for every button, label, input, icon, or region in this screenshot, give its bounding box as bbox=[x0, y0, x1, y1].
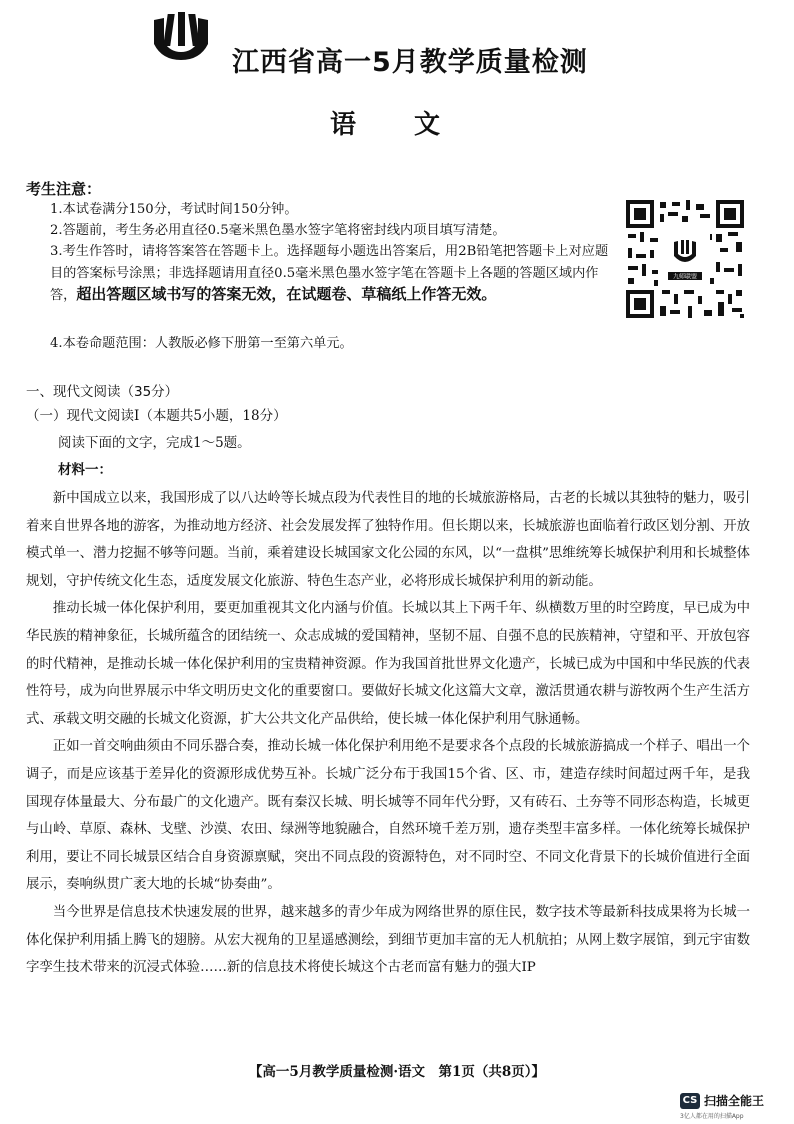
paragraph: 新中国成立以来，我国形成了以八达岭等长城点段为代表性目的地的长城旅游格局，古老的长城以其独特的魅力，吸引着来自世界各地的游客，为推动地方经济、社会发展发挥了独特作用。但长期以来，长城旅游也面临着行政区划分割、开放模式单一、潜力挖掘不够等问题。当前，乘着建设长城国家文化公园的东风，以“一盘棋”思维统筹长城保护利用和长城整体规划，守护传统文化生态，适度发展文化旅游、特色生态产业，必将形成长城保护利用的新动能。 bbox=[26, 491, 750, 589]
exam-title: 江西省高一5月教学质量检测 bbox=[232, 47, 588, 78]
passage-body bbox=[26, 485, 750, 982]
notice-item-4: 4.本卷命题范围：人教版必修下册第一至第六单元。 bbox=[50, 336, 353, 351]
material-label: 材料一： bbox=[58, 462, 112, 478]
notice-item-1: 1.本试卷满分150分，考试时间150分钟。 bbox=[50, 202, 298, 217]
paragraph: 推动长城一体化保护利用，要更加重视其文化内涵与价值。长城以其上下两千年、纵横数万里的时空跨度，早已成为中华民族的精神象征，长城所蕴含的团结统一、众志成城的爱国精神，坚韧不屈、自强不息的民族精神，守望和平、开放包容的时代精神，是推动长城一体化保护利用的宝贵精神资源。作为我国首批世界文化遗产，长城已成为中国和中华民族的代表性符号，成为向世界展示中华文明历史文化的重要窗口。要做好长城文化这篇大文章，激活贯通农耕与游牧两个生产生活方式、承载文明交融的长城文化资源，扩大公共文化产品供给，使长城一体化保护利用气脉通畅。 bbox=[26, 601, 750, 727]
notice-item-3-text: 3.考生作答时，请将答案答在答题卡上。选择题每小题选出答案后，用2B铅笔把答题卡上对应题目的答案标号涂黑；非选择题请用直径0.5毫米黑色墨水签字笔在答题卡上各题的答题区域内作答， bbox=[50, 244, 609, 303]
qr-brand-text: 九师联盟 bbox=[672, 273, 698, 281]
reading-instruction: 阅读下面的文字，完成1～5题。 bbox=[58, 435, 251, 451]
publisher-logo-icon bbox=[150, 12, 212, 62]
scanner-tagline: 3亿人都在用的扫描App bbox=[680, 1113, 744, 1120]
page-footer: 【高一5月教学质量检测·语文 第1页（共8页）】 bbox=[248, 1064, 546, 1080]
section-subtitle: （一）现代文阅读Ⅰ（本题共5小题，18分） bbox=[26, 408, 287, 424]
notice-item-3-emphasis: 超出答题区域书写的答案无效，在试题卷、草稿纸上作答无效。 bbox=[76, 285, 497, 303]
subject-title: 语文 bbox=[330, 110, 499, 140]
scanner-watermark bbox=[680, 1090, 784, 1120]
qr-code-icon bbox=[624, 198, 746, 320]
section-title: 一、现代文阅读（35分） bbox=[26, 384, 179, 400]
paragraph: 当今世界是信息技术快速发展的世界，越来越多的青少年成为网络世界的原住民，数字技术等最新科技成果将为长城一体化保护利用插上腾飞的翅膀。从宏大视角的卫星遥感测绘，到细节更加丰富的无人机航拍；从网上数字展馆，到元宇宙数字孪生技术带来的沉浸式体验……新的信息技术将使长城这个古老而富有魅力的强大IP bbox=[26, 904, 750, 976]
paragraph: 正如一首交响曲须由不同乐器合奏，推动长城一体化保护利用绝不是要求各个点段的长城旅游搞成一个样子、唱出一个调子，而是应该基于差异化的资源形成优势互补。长城广泛分布于我国15个省、区、市，建造存续时间超过两千年，是我国现存体量最大、分布最广的文化遗产。既有秦汉长城、明长城等不同年代分野，又有砖石、土夯等不同形态构造，长城更与山岭、草原、森林、戈壁、沙漠、农田、绿洲等地貌融合，自然环境千差万别，遗存类型丰富多样。一体化统筹长城保护利用，要让不同长城景区结合自身资源禀赋，突出不同点段的资源特色，对不同时空、不同文化背景下的长城价值进行全面展示，奏响纵贯广袤大地的长城“协奏曲”。 bbox=[26, 739, 750, 893]
scanner-app-name: 扫描全能王 bbox=[704, 1094, 765, 1108]
notice-item-2: 2.答题前，考生务必用直径0.5毫米黑色墨水签字笔将密封线内项目填写清楚。 bbox=[50, 223, 506, 238]
notice-heading: 考生注意： bbox=[26, 180, 102, 198]
camscanner-logo-icon: CS bbox=[680, 1093, 700, 1109]
notice-item-3 bbox=[50, 241, 620, 307]
